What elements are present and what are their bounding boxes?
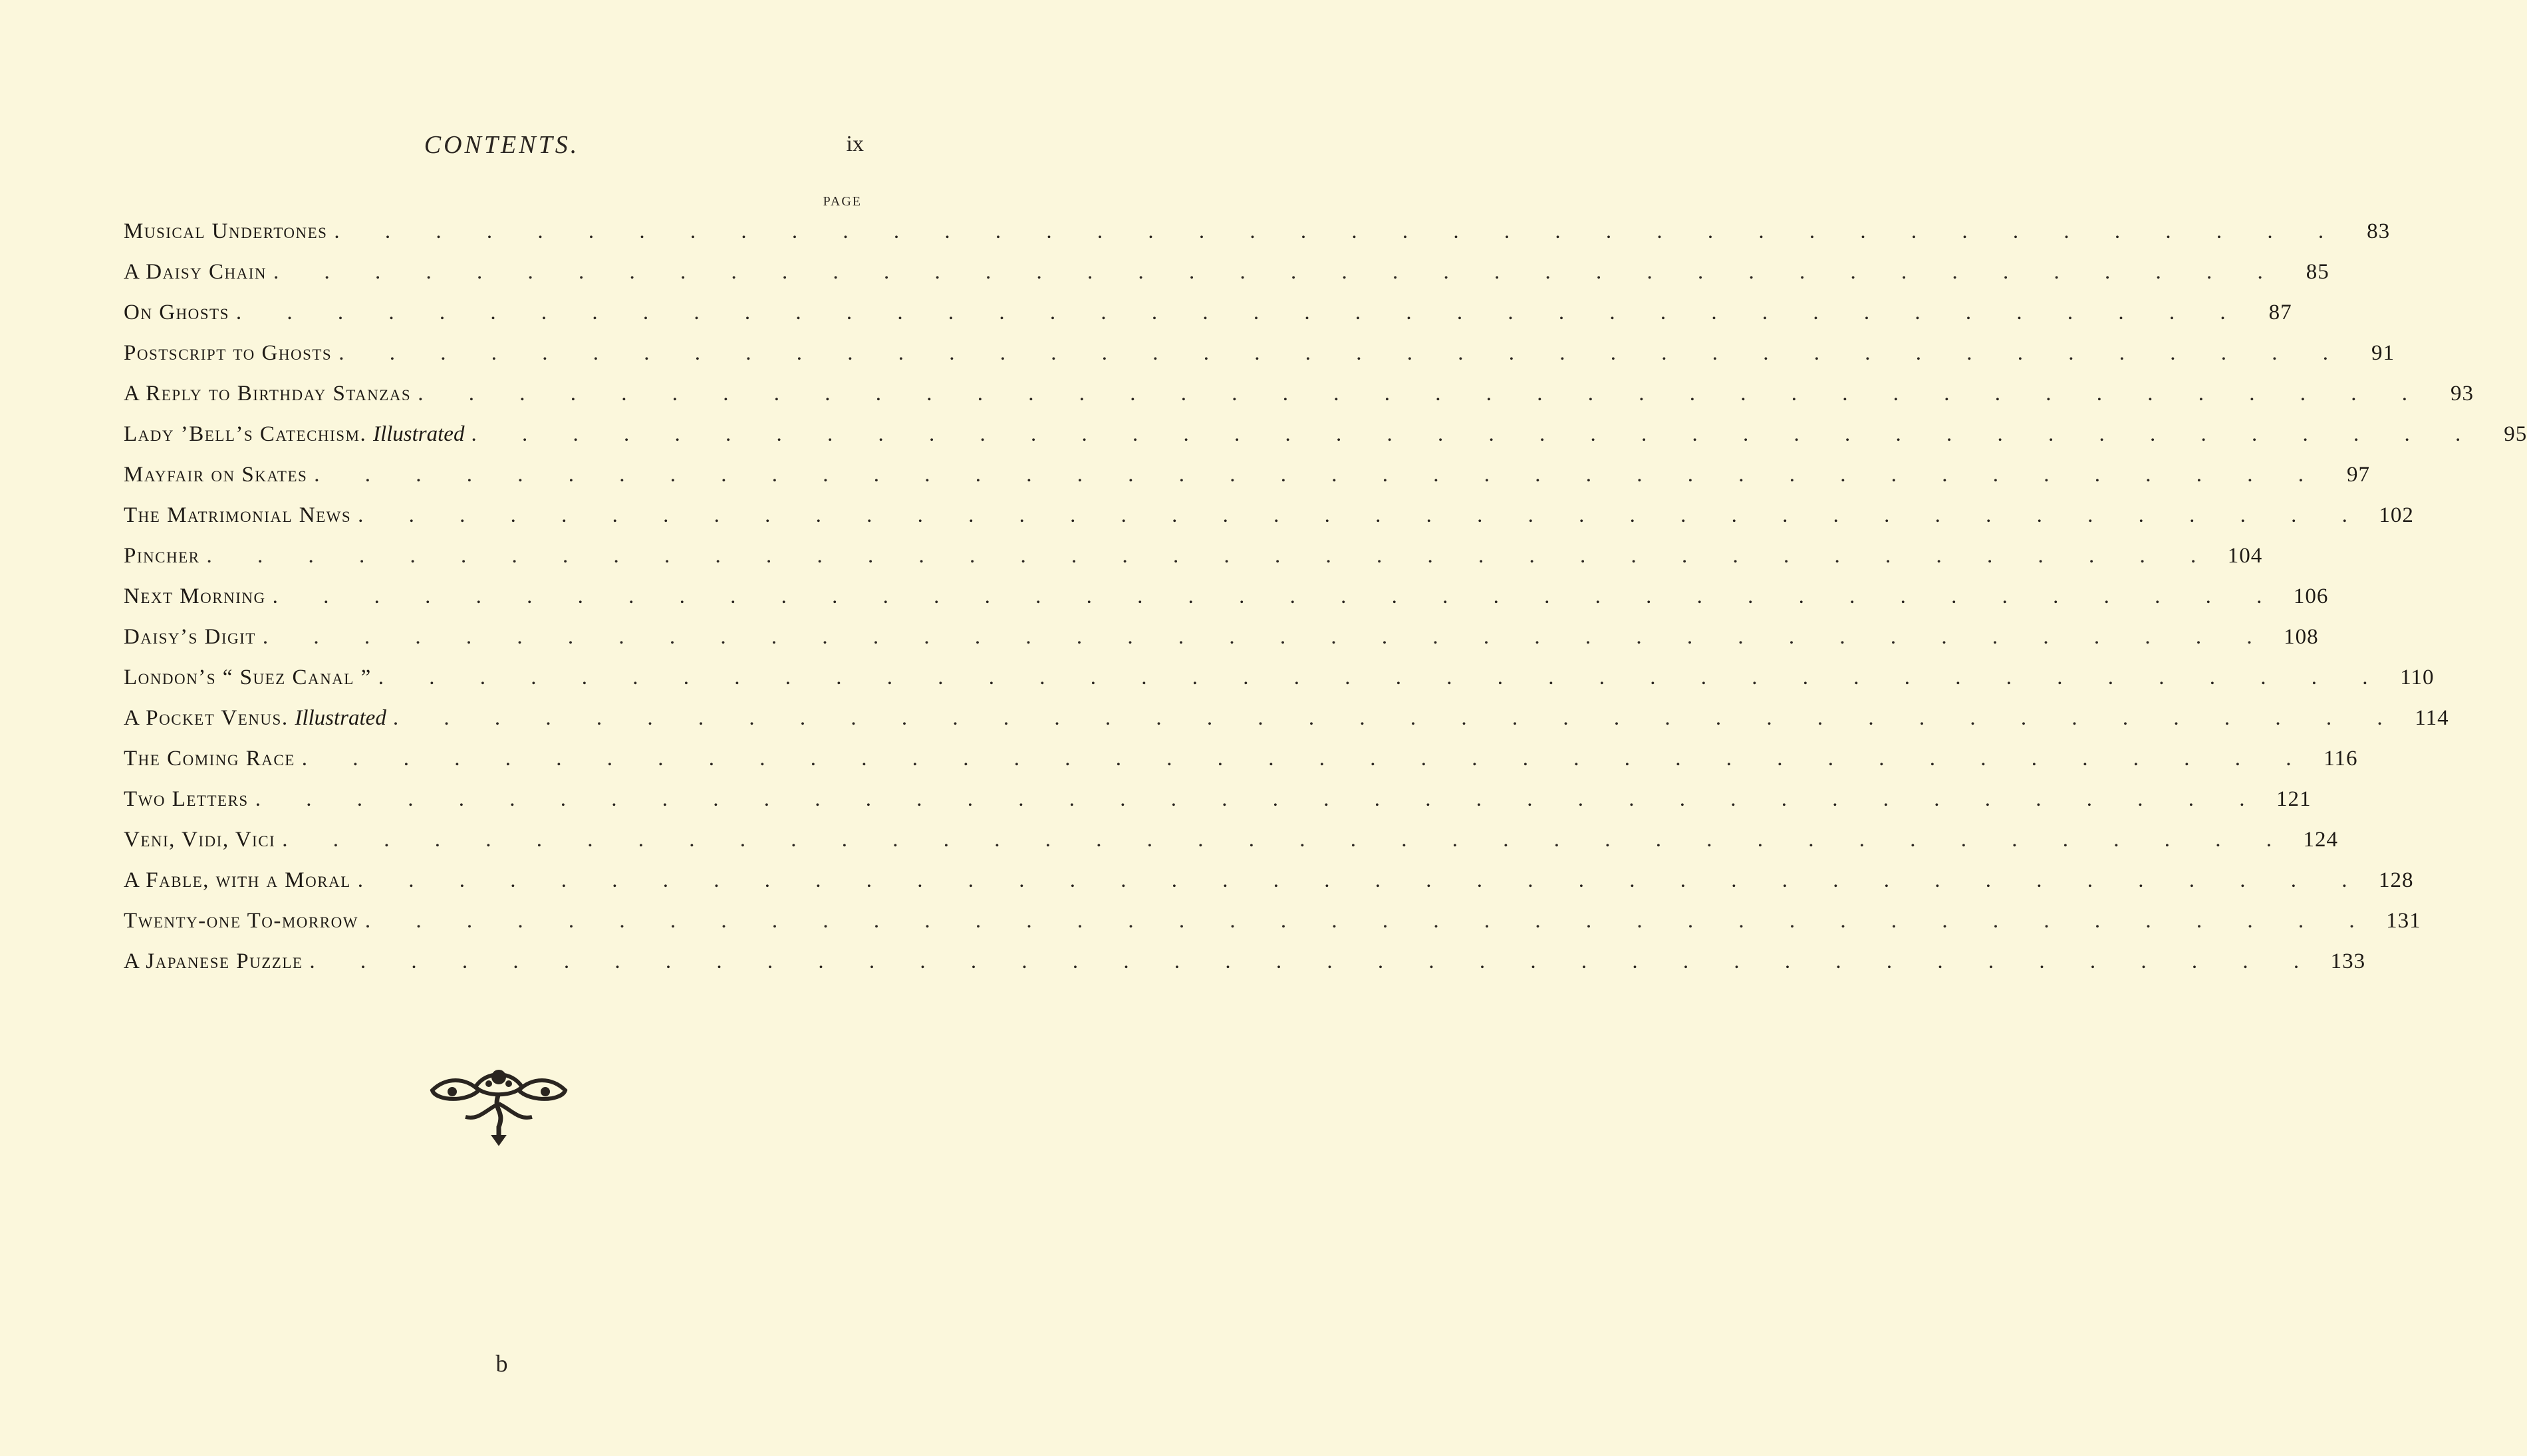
toc-entry-page: 95 [2504,422,2527,446]
toc-entry [124,455,2371,495]
toc-entry-page: 131 [2386,909,2421,933]
toc-entry [124,901,2421,941]
toc-entry [124,779,2312,820]
toc-entry [124,860,2414,901]
toc-entry-page: 83 [2367,219,2391,243]
toc-entry-title-text: Twenty-one To-morrow [124,909,358,933]
dot-leader: . . . . . . . . . . . . . . . . . . . . . . . . . . . . . . . . . . . . . . . . [357,868,2367,892]
toc-entry-title-text: The Coming Race [124,747,295,771]
toc-entry-page: 102 [2379,503,2414,527]
toc-entry-title [124,463,314,487]
toc-entry [124,211,2391,252]
toc-entry-title [124,909,365,933]
toc-entry-page: 124 [2303,828,2338,852]
toc-entry [124,536,2263,576]
signature-mark: b [495,1350,508,1377]
toc-entry-title-text: On Ghosts [124,301,229,324]
toc-entry-page: 104 [2227,544,2263,568]
table-of-contents [124,211,2527,982]
toc-entry-title [124,382,418,406]
toc-entry-title [124,301,236,325]
toc-entry-title-text: Next Morning [124,584,266,608]
toc-entry [124,293,2292,333]
toc-entry-page: 87 [2268,301,2292,324]
dot-leader: . . . . . . . . . . . . . . . . . . . . . . . . . . . . . . . . . . . . . . . . [206,544,2216,568]
toc-entry-page: 85 [2306,260,2329,284]
dot-leader: . . . . . . . . . . . . . . . . . . . . . . . . . . . . . . . . . . . . . . . . [364,909,2375,933]
toc-entry-title-text: A Fable, with a Moral [124,868,351,892]
dot-leader: . . . . . . . . . . . . . . . . . . . . . . . . . . . . . . . . . . . . . . . . [358,503,2367,527]
toc-entry-title [124,625,263,650]
toc-entry-page: 97 [2347,463,2371,487]
toc-entry [124,617,2319,658]
toc-entry-title [124,949,309,974]
toc-entry-title [124,868,358,893]
toc-entry [124,374,2474,414]
toc-entry [124,576,2329,617]
toc-entry-title [124,706,393,731]
dot-leader: . . . . . . . . . . . . . . . . . . . . . . . . . . . . . . . . . . . . . . . . [334,219,2344,243]
dot-leader: . . . . . . . . . . . . . . . . . . . . . . . . . . . . . . . . . . . . . . . . [309,949,2320,973]
toc-entry-title [124,219,334,244]
toc-entry-page: 128 [2379,868,2414,892]
toc-entry-illustrated-note: Illustrated [372,422,465,446]
toc-entry-title-text: Veni, Vidi, Vici [124,828,276,852]
toc-entry-title [124,341,338,366]
page-column-label: PAGE [823,194,862,209]
toc-entry [124,658,2435,698]
dot-leader: . . . . . . . . . . . . . . . . . . . . . . . . . . . . . . . . . . . . . . . . [262,625,2272,649]
page-number: ix [846,132,864,156]
toc-entry-title-text: Lady ’Bell’s Catechism. [124,422,367,446]
floral-ornament-icon [426,1064,572,1150]
toc-entry-title-text: A Pocket Venus. [124,706,289,730]
dot-leader: . . . . . . . . . . . . . . . . . . . . . . . . . . . . . . . . . . . . . . . . [282,828,2292,852]
toc-entry-title-text: London’s “ Suez Canal ” [124,666,372,689]
toc-entry [124,820,2338,860]
toc-entry [124,414,2527,455]
toc-entry-title [124,544,206,568]
dot-leader: . . . . . . . . . . . . . . . . . . . . . . . . . . . . . . . . . . . . . . . . [314,463,2324,487]
dot-leader: . . . . . . . . . . . . . . . . . . . . . . . . . . . . . . . . . . . . . . . . [418,382,2427,406]
toc-entry [124,495,2414,536]
toc-entry-title [124,260,273,285]
running-title: CONTENTS. [424,131,580,159]
toc-entry-title [124,584,273,609]
toc-entry-title [124,666,378,690]
toc-entry [124,739,2358,779]
toc-entry-title-text: Musical Undertones [124,219,328,243]
toc-entry-page: 116 [2324,747,2358,771]
toc-entry-title-text: A Daisy Chain [124,260,267,284]
toc-entry-title-text: Pincher [124,544,200,568]
dot-leader: . . . . . . . . . . . . . . . . . . . . . . . . . . . . . . . . . . . . . . . . [471,422,2481,446]
toc-entry-title-text: Two Letters [124,787,249,811]
toc-entry-page: 91 [2371,341,2395,365]
toc-entry [124,252,2329,293]
toc-entry-title-text: The Matrimonial News [124,503,352,527]
toc-entry-title [124,828,282,852]
toc-entry [124,333,2395,374]
dot-leader: . . . . . . . . . . . . . . . . . . . . . . . . . . . . . . . . . . . . . . . . [378,666,2388,689]
toc-entry-page: 121 [2276,787,2312,811]
toc-entry-page: 133 [2330,949,2366,973]
toc-entry-page: 106 [2293,584,2329,608]
toc-entry [124,941,2366,982]
toc-entry-title [124,787,255,812]
dot-leader: . . . . . . . . . . . . . . . . . . . . . . . . . . . . . . . . . . . . . . . . [392,706,2403,730]
toc-entry-title [124,747,302,771]
dot-leader: . . . . . . . . . . . . . . . . . . . . . . . . . . . . . . . . . . . . . . . . [273,260,2283,284]
dot-leader: . . . . . . . . . . . . . . . . . . . . . . . . . . . . . . . . . . . . . . . . [272,584,2282,608]
dot-leader: . . . . . . . . . . . . . . . . . . . . . . . . . . . . . . . . . . . . . . . . [255,787,2265,811]
toc-entry-title-text: Mayfair on Skates [124,463,308,487]
toc-entry-title-text: A Reply to Birthday Stanzas [124,382,412,406]
toc-entry-page: 108 [2284,625,2319,649]
toc-entry-title [124,503,358,528]
toc-entry-title-text: A Japanese Puzzle [124,949,303,973]
toc-entry-page: 110 [2400,666,2435,689]
toc-entry-page: 93 [2450,382,2474,406]
toc-entry-page: 114 [2415,706,2449,730]
dot-leader: . . . . . . . . . . . . . . . . . . . . . . . . . . . . . . . . . . . . . . . . [338,341,2348,365]
dot-leader: . . . . . . . . . . . . . . . . . . . . . . . . . . . . . . . . . . . . . . . . [235,301,2246,324]
dot-leader: . . . . . . . . . . . . . . . . . . . . . . . . . . . . . . . . . . . . . . . . [301,747,2312,771]
toc-entry-illustrated-note: Illustrated [295,706,386,730]
toc-entry [124,698,2449,739]
toc-entry-title [124,422,471,447]
toc-entry-title-text: Postscript to Ghosts [124,341,332,365]
toc-entry-title-text: Daisy’s Digit [124,625,256,649]
